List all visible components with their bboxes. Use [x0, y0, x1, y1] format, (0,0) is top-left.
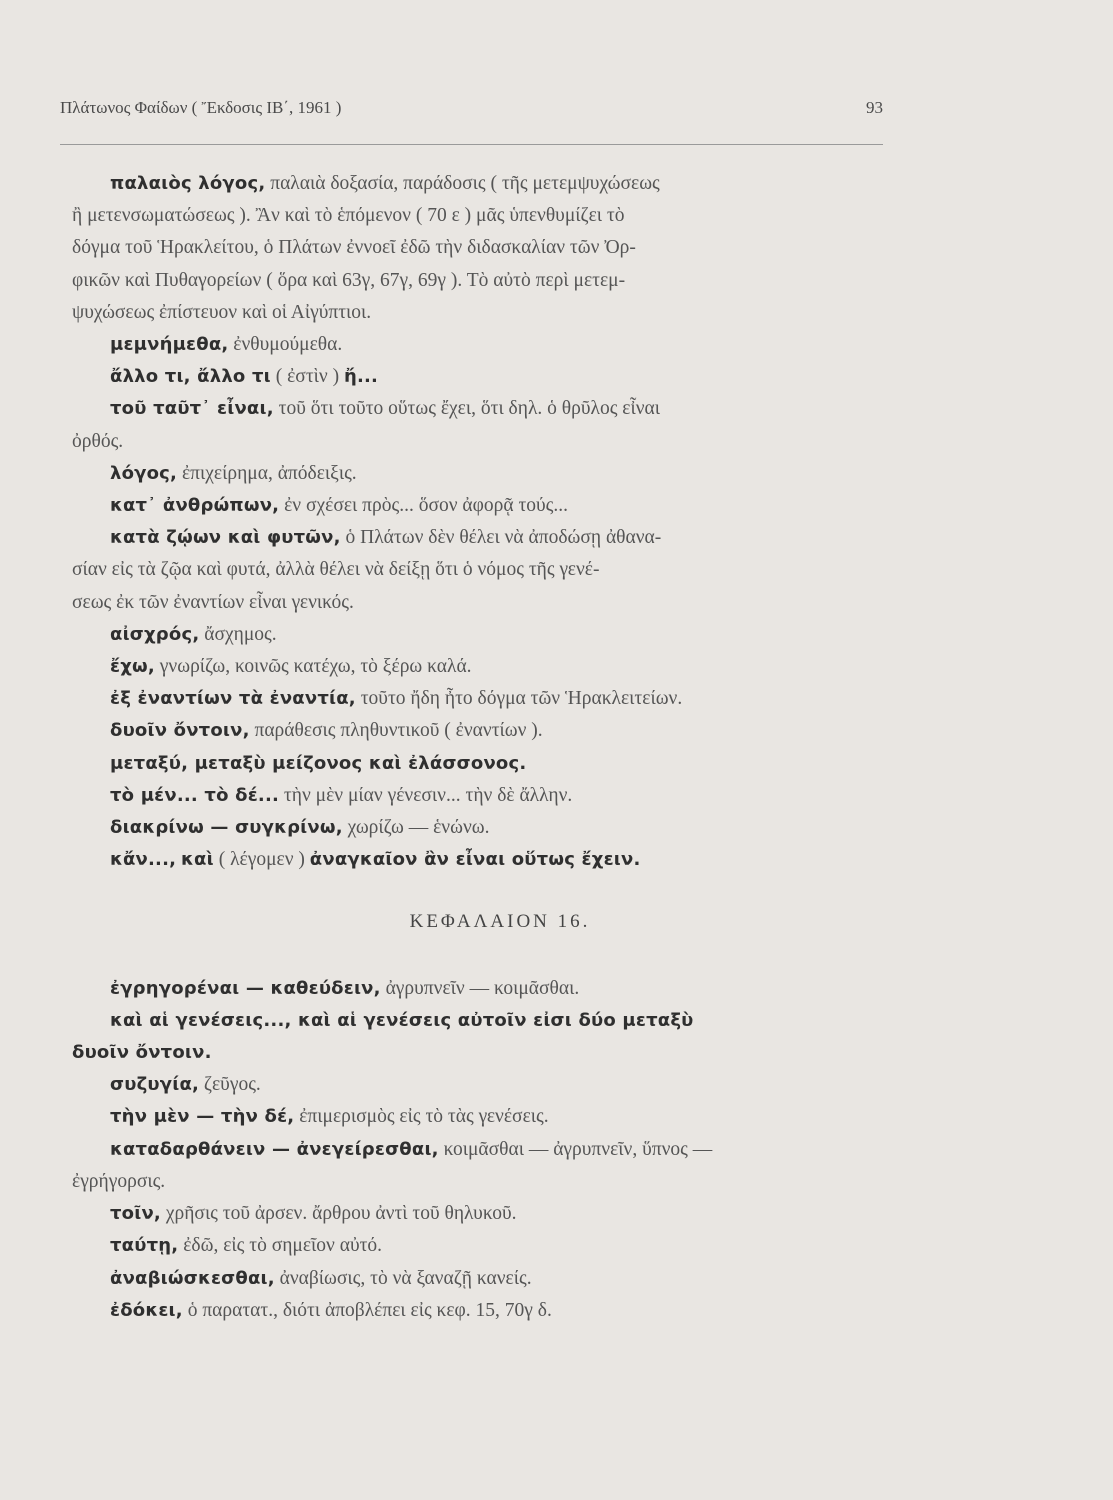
- lemma-term: ἐδόκει,: [110, 1299, 183, 1321]
- commentary-section-1: [72, 168, 890, 876]
- commentary-section-2: [72, 973, 890, 1327]
- gloss-text: τὴν μὲν μίαν γένεσιν... τὴν δὲ ἄλλην.: [279, 784, 573, 806]
- lemma-term: ἀναβιώσκεσθαι,: [110, 1267, 275, 1289]
- continuation-text: ἐγρήγορσις.: [72, 1170, 166, 1192]
- commentary-line: [110, 329, 890, 361]
- continuation-text: σεως ἐκ τῶν ἐναντίων εἶναι γενικός.: [72, 591, 354, 613]
- commentary-line: [110, 844, 890, 876]
- lemma-term: ἄλλο τι, ἄλλο τι: [110, 366, 271, 388]
- commentary-line: [110, 812, 890, 844]
- commentary-line: [110, 715, 890, 747]
- gloss-text: χρῆσις τοῦ ἀρσεν. ἄρθρου ἀντὶ τοῦ θηλυκοῦ.: [160, 1203, 517, 1225]
- commentary-line: [110, 651, 890, 683]
- gloss-text: ἀναβίωσις, τὸ νὰ ξαναζῇ κανείς.: [274, 1267, 532, 1289]
- commentary-line: [110, 748, 890, 780]
- lemma-term: δυοῖν ὄντοιν,: [110, 720, 250, 742]
- commentary-line: [110, 973, 890, 1005]
- commentary-body: [72, 168, 890, 1327]
- lemma-term: κἄν...,: [110, 849, 177, 871]
- gloss-text: γνωρίζω, κοινῶς κατέχω, τὸ ξέρω καλά.: [154, 656, 472, 678]
- lemma-term: ταύτῃ,: [110, 1235, 179, 1257]
- commentary-line: [110, 683, 890, 715]
- gloss-text: ζεῦγος.: [199, 1074, 261, 1096]
- lemma-term: μεταξύ, μεταξὺ μείζονος καὶ ἐλάσσονος.: [110, 752, 527, 774]
- lemma-term: τοῦ ταῦτ᾽ εἶναι,: [110, 398, 274, 420]
- lemma-term: καὶ: [181, 849, 214, 871]
- commentary-line: [110, 1230, 890, 1262]
- commentary-line: [110, 1134, 890, 1166]
- commentary-line: [110, 1005, 890, 1037]
- commentary-line: [110, 361, 890, 393]
- commentary-line: [72, 554, 890, 586]
- gloss-text: ἐπιμερισμὸς εἰς τὸ τὰς γενέσεις.: [294, 1106, 549, 1128]
- gloss-text: ἀγρυπνεῖν — κοιμᾶσθαι.: [380, 977, 580, 999]
- gloss-text: ἄσχημος.: [199, 623, 277, 645]
- lemma-term: κατὰ ζῴων καὶ φυτῶν,: [110, 527, 341, 549]
- commentary-line: [110, 522, 890, 554]
- gloss-text: τοῦ ὅτι τοῦτο οὕτως ἔχει, ὅτι δηλ. ὁ θρῦλος εἶναι: [273, 398, 661, 420]
- commentary-line: [110, 619, 890, 651]
- lemma-term: τὴν μὲν — τὴν δέ,: [110, 1106, 295, 1128]
- lemma-term: καὶ αἱ γενέσεις..., καὶ αἱ γενέσεις αὐτοῖν εἰσι δύο μεταξὺ: [110, 1009, 694, 1031]
- lemma-continuation: δυοῖν ὄντοιν.: [72, 1042, 212, 1064]
- gloss-text: ἐπιχείρημα, ἀπόδειξις.: [177, 462, 357, 484]
- gloss-text: χωρίζω — ἑνώνω.: [342, 817, 490, 839]
- lemma-term: κατ᾽ ἀνθρώπων,: [110, 495, 280, 517]
- continuation-text: σίαν εἰς τὰ ζῷα καὶ φυτά, ἀλλὰ θέλει νὰ δείξῃ ὅτι ὁ νόμος τῆς γενέ-: [72, 559, 600, 581]
- lemma-term: αἰσχρός,: [110, 623, 200, 645]
- running-header: [60, 98, 883, 128]
- lemma-term: τὸ μέν... τὸ δέ...: [110, 784, 280, 806]
- gloss-text: ὁ Πλάτων δὲν θέλει νὰ ἀποδώσῃ ἀθανα-: [340, 527, 662, 549]
- continuation-text: ἢ μετενσωματώσεως ). Ἂν καὶ τὸ ἑπόμενον ( 70 ε ) μᾶς ὑπενθυμίζει τὸ: [72, 205, 625, 227]
- gloss-text: κοιμᾶσθαι — ἀγρυπνεῖν, ὕπνος —: [438, 1138, 713, 1160]
- continuation-text: ψυχώσεως ἐπίστευον καὶ οἱ Αἰγύπτιοι.: [72, 301, 372, 323]
- commentary-line: [110, 1069, 890, 1101]
- gloss-text: ( λέγομεν ): [213, 849, 310, 871]
- commentary-line: [72, 232, 890, 264]
- commentary-line: [110, 1263, 890, 1295]
- commentary-line: [72, 297, 890, 329]
- gloss-text: ( ἐστὶν ): [270, 366, 344, 388]
- lemma-term: διακρίνω — συγκρίνω,: [110, 817, 343, 839]
- gloss-text: ὁ παρατατ., διότι ἀποβλέπει εἰς κεφ. 15, 70γ δ.: [182, 1299, 552, 1321]
- commentary-line: [110, 393, 890, 425]
- lemma-term: τοῖν,: [110, 1203, 161, 1225]
- commentary-line: [110, 168, 890, 200]
- lemma-term: ἔχω,: [110, 656, 155, 678]
- commentary-line: [72, 1037, 890, 1069]
- continuation-text: ὀρθός.: [72, 430, 124, 452]
- header-rule: [60, 144, 883, 145]
- page-number: 93: [866, 98, 883, 117]
- commentary-line: [110, 458, 890, 490]
- commentary-line: [72, 200, 890, 232]
- gloss-text: ἐνθυμούμεθα.: [228, 334, 343, 356]
- lemma-term: ἐξ ἐναντίων τὰ ἐναντία,: [110, 688, 356, 710]
- lemma-term: ἐγρηγορέναι — καθεύδειν,: [110, 977, 381, 999]
- gloss-text: παράθεσις πληθυντικοῦ ( ἐναντίων ).: [249, 720, 543, 742]
- header-title: Πλάτωνος Φαίδων ( Ἔκδοσις ΙΒ΄, 1961 ): [60, 98, 342, 117]
- gloss-text: ἐν σχέσει πρὸς... ὅσον ἀφορᾷ τούς...: [279, 495, 569, 517]
- gloss-text: παλαιὰ δοξασία, παράδοσις ( τῆς μετεμψυχώσεως: [265, 173, 660, 194]
- lemma-term: ἤ...: [343, 366, 379, 388]
- gloss-text: τοῦτο ἤδη ἦτο δόγμα τῶν Ἡρακλειτείων.: [355, 688, 683, 710]
- lemma-term: μεμνήμεθα,: [110, 334, 229, 356]
- commentary-line: [110, 1295, 890, 1327]
- gloss-text: ἐδῶ, εἰς τὸ σημεῖον αὐτό.: [178, 1235, 383, 1257]
- continuation-text: δόγμα τοῦ Ἡρακλείτου, ὁ Πλάτων ἐννοεῖ ἐδῶ τὴν διδασκαλίαν τῶν Ὀρ-: [72, 237, 636, 259]
- commentary-line: [110, 490, 890, 522]
- lemma-term: παλαιὸς λόγος,: [110, 173, 266, 194]
- lemma-term: καταδαρθάνειν — ἀνεγείρεσθαι,: [110, 1138, 439, 1160]
- commentary-line: [72, 426, 890, 458]
- lemma-term: ἀναγκαῖον ἂν εἶναι οὕτως ἔχειν.: [309, 849, 641, 871]
- commentary-line: [72, 265, 890, 297]
- commentary-line: [110, 1198, 890, 1230]
- commentary-line: [110, 1101, 890, 1133]
- continuation-text: φικῶν καὶ Πυθαγορείων ( ὅρα καὶ 63γ, 67γ, 69γ ). Τὸ αὐτὸ περὶ μετεμ-: [72, 269, 626, 291]
- commentary-line: [72, 587, 890, 619]
- commentary-line: [72, 1166, 890, 1198]
- commentary-line: [110, 780, 890, 812]
- chapter-heading: ΚΕΦΑΛΑΙΟΝ 16.: [409, 911, 591, 933]
- lemma-term: λόγος,: [110, 462, 178, 484]
- lemma-term: συζυγία,: [110, 1074, 200, 1096]
